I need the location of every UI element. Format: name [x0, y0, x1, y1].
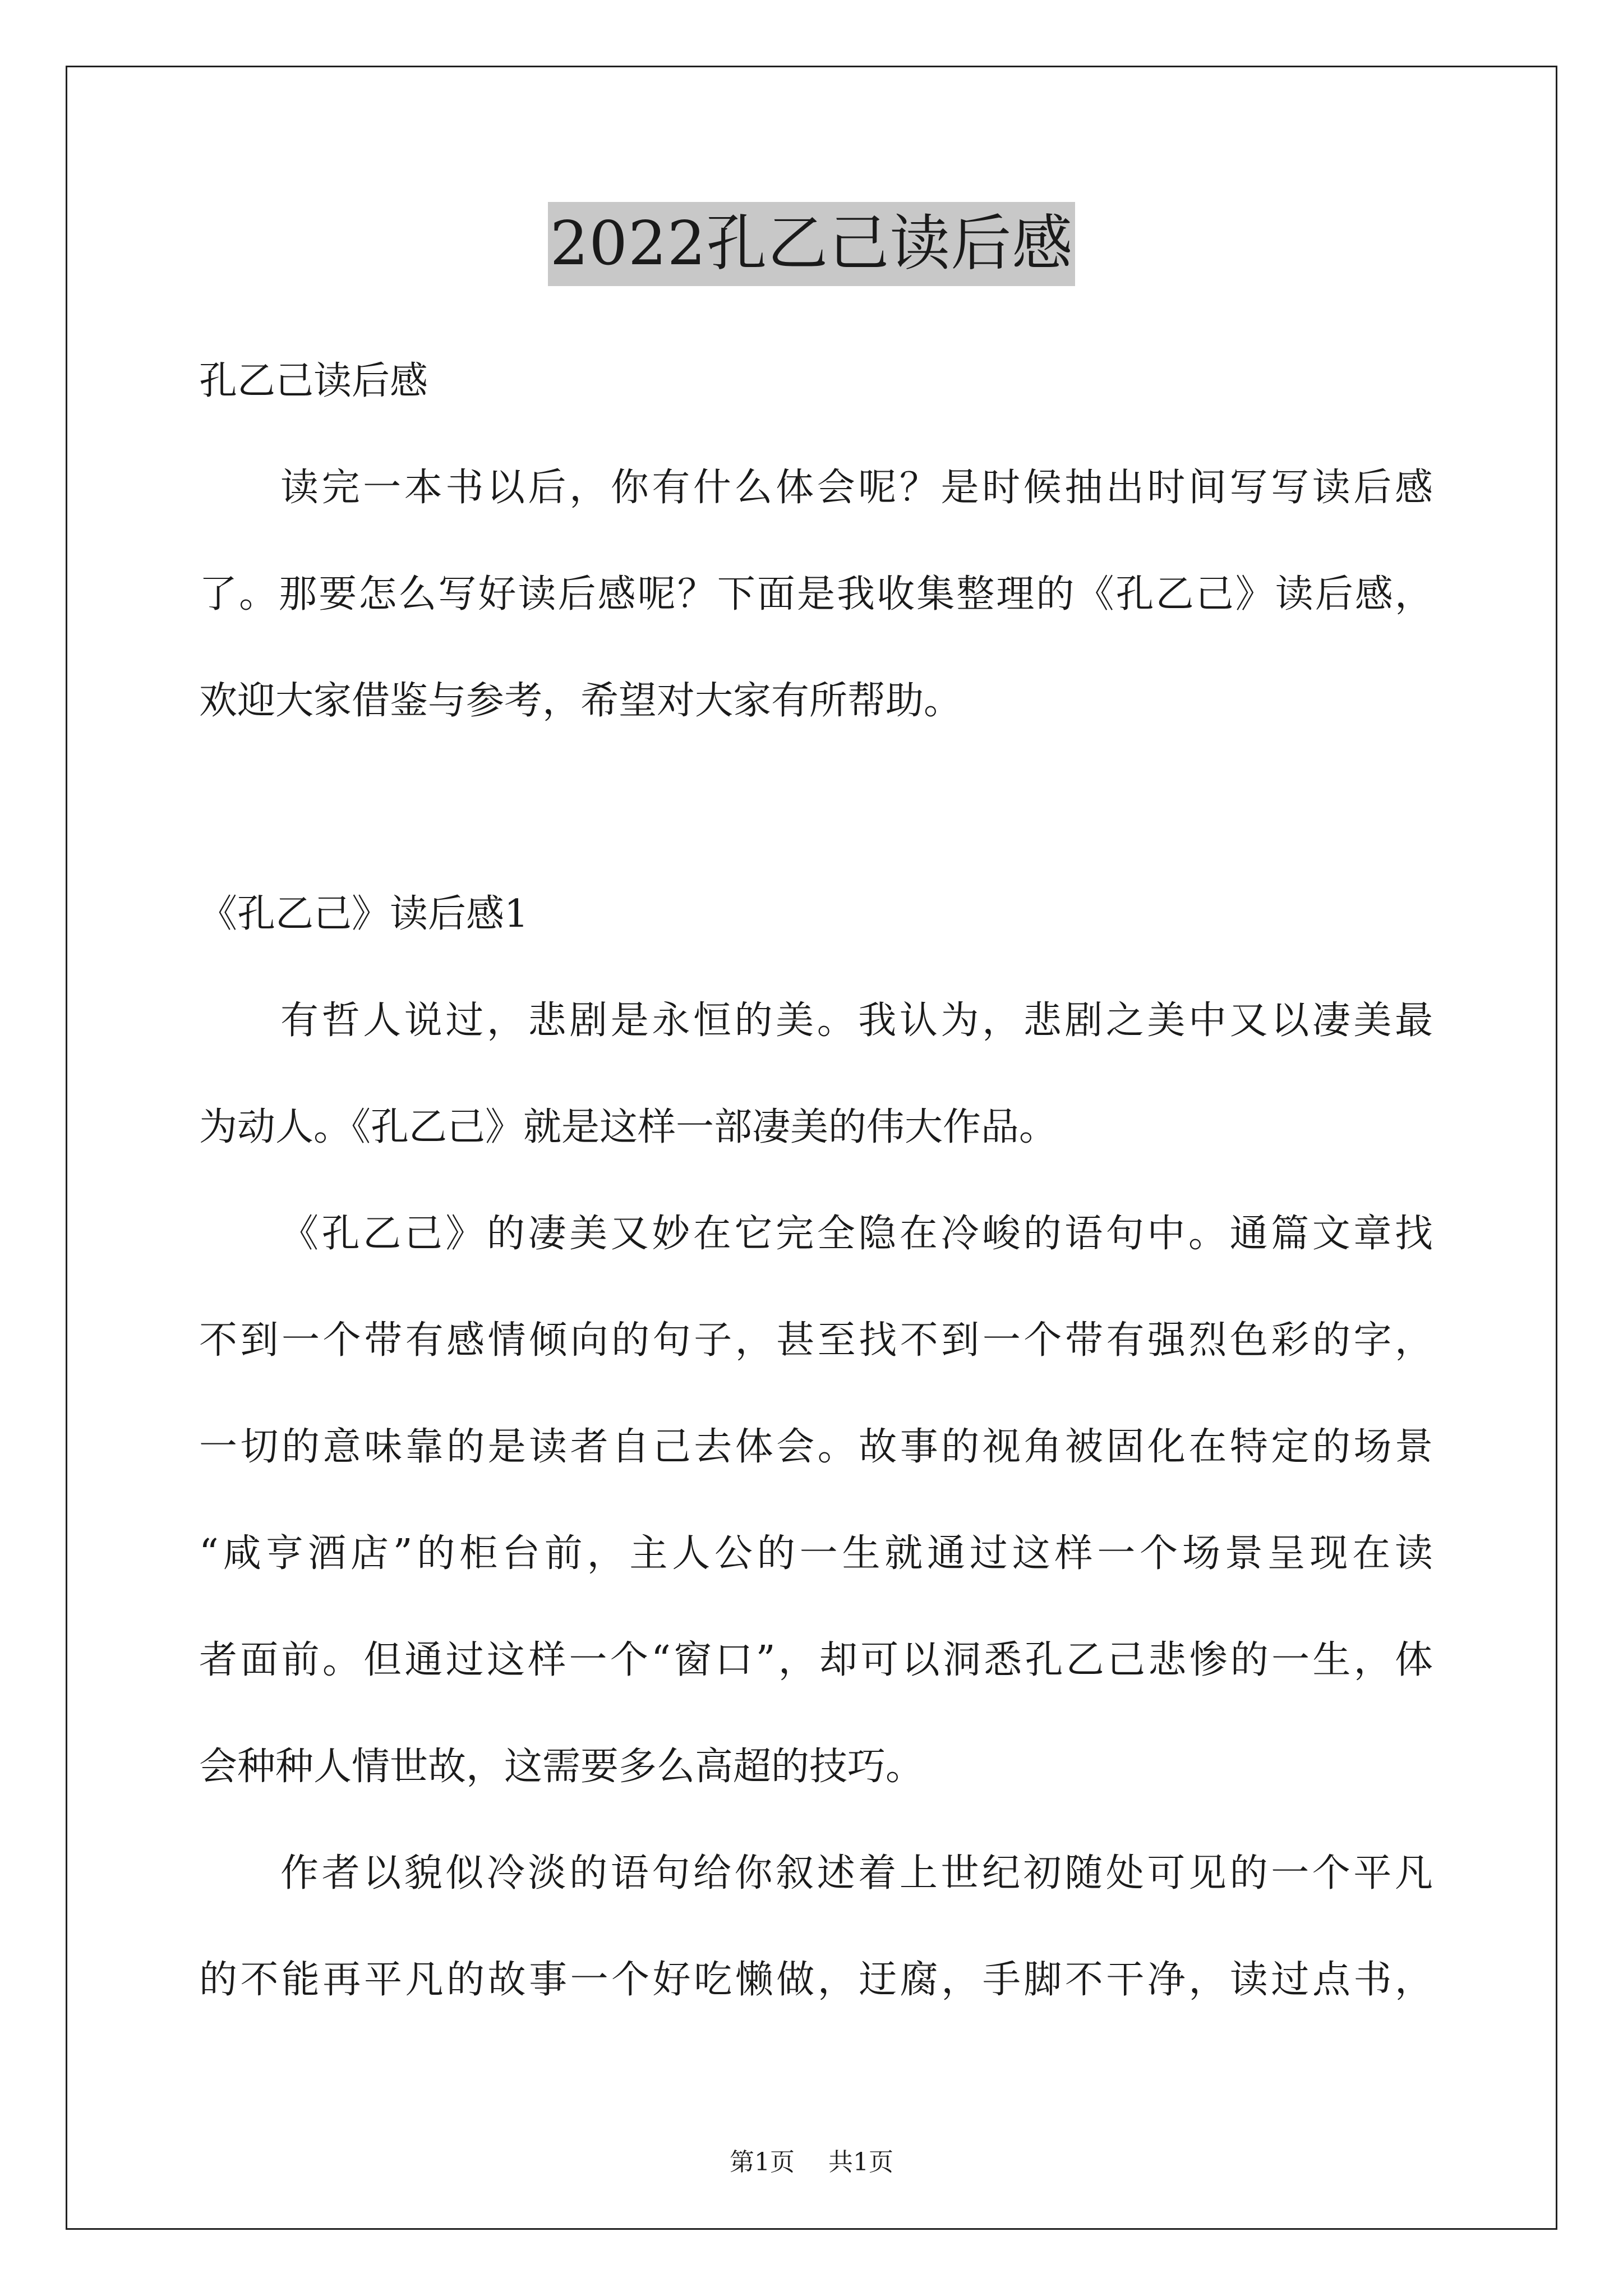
- page-number-current: 第1页: [730, 2148, 795, 2177]
- paragraph-line: 作者以貌似冷淡的语句给你叙述着上世纪初随处可见的一个平凡: [280, 1851, 1433, 1895]
- paragraph-line: 一切的意味靠的是读者自己去体会。故事的视角被固化在特定的场景: [199, 1425, 1433, 1469]
- page-number-total: 共1页: [828, 2148, 893, 2177]
- paragraph-line: 《孔乙己》的凄美又妙在它完全隐在冷峻的语句中。通篇文章找: [280, 1212, 1433, 1256]
- paragraph-line: 了。那要怎么写好读后感呢？下面是我收集整理的《孔乙己》读后感，: [199, 572, 1433, 616]
- section-heading: 《孔乙己》读后感1: [199, 892, 529, 936]
- page-footer: [0, 2146, 1623, 2179]
- paragraph-line: “咸亨酒店”的柜台前，主人公的一生就通过这样一个场景呈现在读: [199, 1531, 1433, 1576]
- title-container: [0, 202, 1623, 286]
- paragraph-line: 的不能再平凡的故事一个好吃懒做，迂腐，手脚不干净，读过点书，: [199, 1958, 1433, 2002]
- paragraph-line: 不到一个带有感情倾向的句子，甚至找不到一个带有强烈色彩的字，: [199, 1318, 1433, 1363]
- paragraph-line: 会种种人情世故，这需要多么高超的技巧。: [199, 1745, 924, 1789]
- paragraph-line: 为动人。《孔乙己》就是这样一部凄美的伟大作品。: [199, 1105, 1058, 1149]
- paragraph-line: 欢迎大家借鉴与参考，希望对大家有所帮助。: [199, 679, 962, 723]
- document-title: 2022孔乙己读后感: [548, 202, 1076, 286]
- paragraph-line: 读完一本书以后，你有什么体会呢？是时候抽出时间写写读后感: [280, 466, 1433, 510]
- section-heading: 孔乙己读后感: [199, 359, 428, 403]
- paragraph-line: 有哲人说过，悲剧是永恒的美。我认为，悲剧之美中又以凄美最: [280, 999, 1433, 1043]
- paragraph-line: 者面前。但通过这样一个“窗口”，却可以洞悉孔乙己悲惨的一生，体: [199, 1638, 1433, 1682]
